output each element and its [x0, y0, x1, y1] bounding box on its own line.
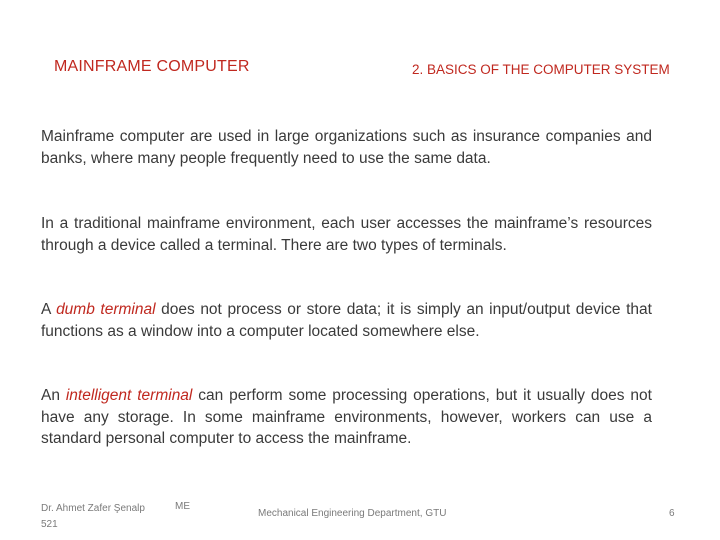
- section-title: 2. BASICS OF THE COMPUTER SYSTEM: [412, 62, 670, 77]
- footer-author-name: Dr. Ahmet Zafer Şenalp: [41, 503, 145, 514]
- intelligent-terminal-lead: An: [41, 387, 66, 404]
- paragraph-intelligent-terminal: [41, 385, 652, 450]
- intelligent-terminal-definition: can perform some processing operations, but it usually does not have any storage. In some mainframe environments, however, workers can use a standard personal computer to access the mainframe.: [41, 387, 652, 448]
- paragraph-mainframe-intro: Mainframe computer are used in large organizations such as insurance companies and banks, where many people frequently need to use the same data.: [41, 128, 652, 167]
- dumb-terminal-definition: does not process or store data; it is simply an input/output device that functions as a window into a computer located somewhere else.: [41, 301, 652, 340]
- footer-department: Mechanical Engineering Department, GTU: [258, 508, 447, 519]
- page-number: 6: [669, 508, 675, 519]
- paragraph-terminal-environment: In a traditional mainframe environment, each user accesses the mainframe’s resources through a device called a terminal. There are two types of terminals.: [41, 215, 652, 254]
- dumb-terminal-lead: A: [41, 301, 57, 318]
- intelligent-terminal-term: intelligent terminal: [65, 387, 193, 404]
- footer-author-block: [41, 501, 151, 533]
- footer-course-number: 521: [41, 519, 58, 530]
- slide-title: MAINFRAME COMPUTER: [54, 58, 250, 75]
- footer-course-code: ME: [175, 501, 190, 512]
- dumb-terminal-term: dumb terminal: [56, 301, 156, 318]
- paragraph-dumb-terminal: [41, 299, 652, 342]
